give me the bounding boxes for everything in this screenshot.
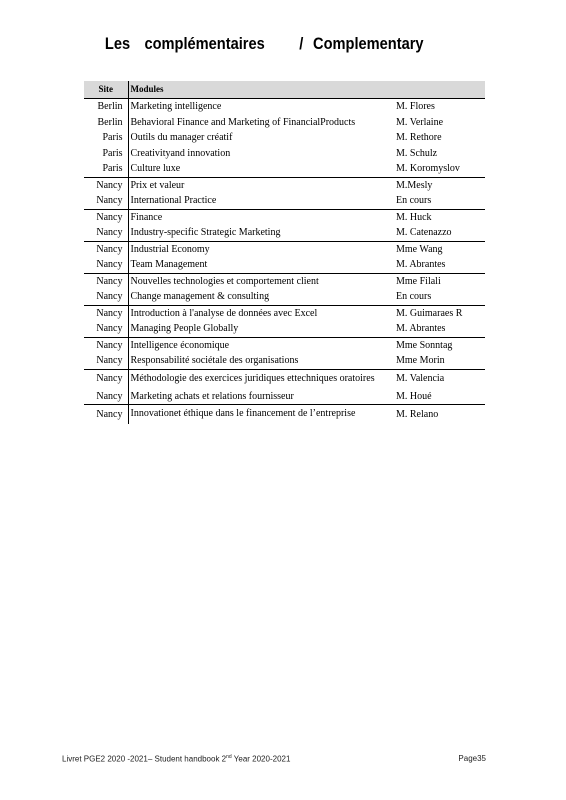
site-cell: Nancy	[84, 321, 128, 337]
table-row	[84, 177, 485, 193]
module-cell: Behavioral Finance and Marketing of FinancialProducts	[128, 115, 394, 131]
professor-cell: M. Koromyslov	[394, 161, 485, 177]
table-row	[84, 161, 485, 177]
table-row	[84, 405, 485, 425]
site-cell: Paris	[102, 132, 123, 143]
module-cell: Change management & consulting	[128, 289, 394, 305]
professor-cell: Mme Filali	[396, 275, 441, 287]
professor-cell: M. Schulz	[396, 147, 438, 159]
table-row	[84, 130, 485, 146]
site-cell: Nancy	[96, 179, 123, 191]
footer-handbook-title	[62, 754, 290, 764]
professor-cell: M. Huck	[396, 211, 432, 223]
site-cell: Nancy	[96, 275, 123, 287]
heading-en: Complementary	[313, 34, 424, 53]
footer-title-start: Livret PGE2 2020 -2021– Student handbook 2	[62, 754, 227, 764]
professor-cell: M. Verlaine	[396, 116, 444, 128]
module-cell: Responsabilité sociétale des organisations	[128, 353, 394, 369]
site-cell: Nancy	[96, 373, 123, 385]
site-cell: Nancy	[84, 257, 128, 273]
table-row	[84, 115, 485, 131]
professor-cell: M. Valencia	[396, 373, 445, 385]
table-row	[84, 146, 485, 162]
professor-cell: M. Houé	[394, 389, 485, 405]
module-cell: Industry-specific Strategic Marketing	[128, 225, 394, 241]
footer-title-end: Year 2020-2021	[231, 754, 291, 764]
professor-cell: M. Catenazzo	[394, 225, 485, 241]
module-cell: Méthodologie des exercices juridiques ettechniques oratoires	[128, 369, 394, 389]
professor-cell: En cours	[394, 289, 485, 305]
heading-fr-prefix: Les	[104, 34, 131, 53]
site-cell: Nancy	[96, 211, 123, 223]
site-cell: Nancy	[84, 389, 128, 405]
professor-cell: M. Guimaraes R	[396, 307, 463, 319]
site-cell: Paris	[102, 147, 123, 159]
module-cell: Team Management	[128, 257, 394, 273]
professor-cell: Mme Sonntag	[396, 339, 453, 351]
professor-cell: En cours	[394, 193, 485, 209]
site-column-header: Site	[84, 81, 128, 99]
table-header-row	[84, 81, 485, 99]
module-cell: Nouvelles technologies et comportement client	[128, 273, 394, 289]
footer-ordinal-suffix: nd	[226, 754, 232, 760]
professor-cell: M. Relano	[396, 408, 439, 420]
site-cell: Paris	[84, 161, 128, 177]
site-cell: Nancy	[96, 307, 123, 319]
site-cell: Nancy	[84, 353, 128, 369]
module-cell: Innovationet éthique dans le financement de l’entreprise	[128, 405, 394, 425]
module-cell: Marketing achats et relations fournisseur	[128, 389, 394, 405]
site-cell: Nancy	[96, 243, 123, 255]
professor-column-header	[394, 81, 485, 99]
module-cell: Industrial Economy	[128, 241, 394, 257]
page-heading	[0, 34, 487, 56]
heading-fr-word: complémentaires	[144, 34, 265, 53]
module-cell: Prix et valeur	[128, 177, 394, 193]
module-cell: International Practice	[128, 193, 394, 209]
module-cell: Intelligence économique	[128, 337, 394, 353]
professor-cell: Mme Morin	[394, 353, 485, 369]
site-cell: Nancy	[84, 225, 128, 241]
page-number: Page35	[458, 754, 486, 763]
site-cell: Nancy	[96, 408, 123, 420]
module-cell: Creativityand innovation	[128, 146, 394, 162]
table-row	[84, 273, 485, 289]
site-cell: Nancy	[96, 339, 123, 351]
table-row	[84, 353, 485, 369]
table-row	[84, 241, 485, 257]
site-cell: Berlin	[97, 116, 123, 128]
table-row	[84, 321, 485, 337]
table-row	[84, 193, 485, 209]
site-cell: Nancy	[84, 193, 128, 209]
module-cell: Finance	[128, 209, 394, 225]
modules-column-header: Modules	[128, 81, 394, 99]
module-cell: Managing People Globally	[128, 321, 394, 337]
table-row	[84, 99, 485, 115]
module-cell: Culture luxe	[128, 161, 394, 177]
professor-cell: M.Mesly	[396, 179, 433, 191]
professor-cell: M. Rethore	[396, 132, 442, 143]
heading-separator: /	[299, 34, 304, 53]
table-row	[84, 289, 485, 305]
table-row	[84, 389, 485, 405]
table-row	[84, 337, 485, 353]
professor-cell: Mme Wang	[396, 243, 443, 255]
module-cell: Introduction à l'analyse de données avec Excel	[128, 305, 394, 321]
table-row	[84, 305, 485, 321]
module-cell: Marketing intelligence	[128, 99, 394, 115]
table-row	[84, 209, 485, 225]
module-cell: Outils du manager créatif	[128, 130, 394, 146]
professor-cell: M. Abrantes	[394, 257, 485, 273]
table-row	[84, 369, 485, 389]
table-row	[84, 225, 485, 241]
professor-cell: M. Abrantes	[394, 321, 485, 337]
professor-cell: M. Flores	[396, 101, 435, 112]
site-cell: Berlin	[97, 101, 123, 112]
modules-table	[84, 81, 485, 424]
table-row	[84, 257, 485, 273]
site-cell: Nancy	[84, 289, 128, 305]
